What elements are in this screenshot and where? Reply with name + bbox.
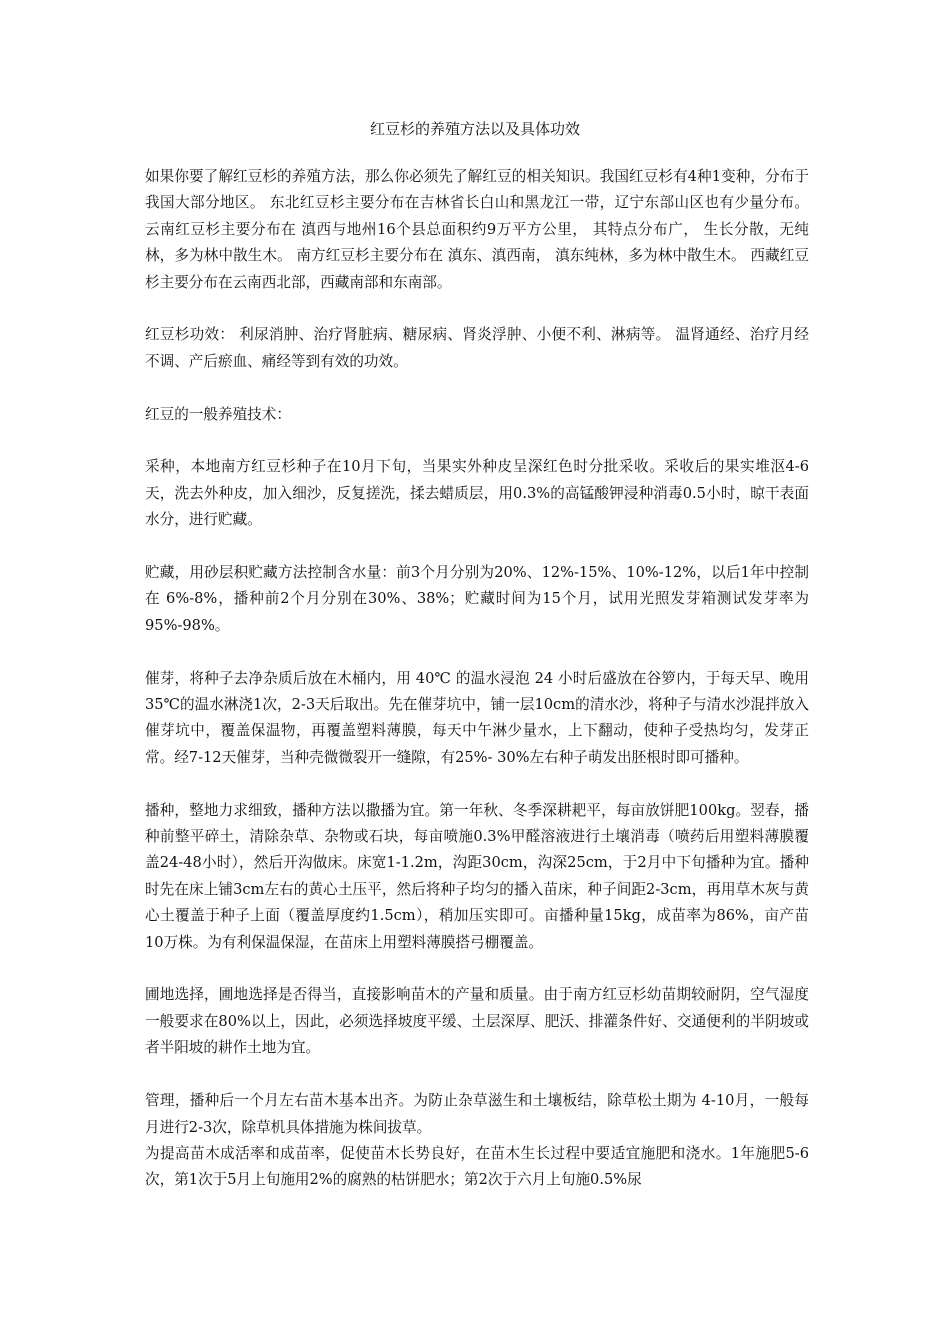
paragraph-germination: 催芽，将种子去净杂质后放在木桶内，用 40℃ 的温水浸泡 24 小时后盛放在谷箩内，于每天早、晚用35℃的温水淋浇1次，2-3天后取出。先在催芽坑中，铺一层10cm的清水沙，将种子与清水沙混拌放入催芽坑中，覆盖保温物，再覆盖塑料薄膜，每天中午淋少量水，上下翻动，使种子受热均匀，发芽正常。经7-12天催芽，当种壳微微裂开一缝隙，有25%- 30%左右种子萌发出胚根时即可播种。 xyxy=(145,669,809,766)
paragraph-section-heading: 红豆的一般养殖技术： xyxy=(145,405,291,423)
paragraph-nursery-site: 圃地选择，圃地选择是否得当，直接影响苗木的产量和质量。由于南方红豆杉幼苗期较耐阴，空气湿度一般要求在80%以上，因此，必须选择坡度平缓、土层深厚、肥沃、排灌条件好、交通便利的半阴坡或者半阳坡的耕作土地为宜。 xyxy=(145,986,809,1057)
paragraph-efficacy: 红豆杉功效： 利尿消肿、治疗肾脏病、糖尿病、肾炎浮肿、小便不利、淋病等。 温肾通经、治疗月经不调、产后瘀血、痛经等到有效的功效。 xyxy=(145,326,809,370)
paragraph-management: 管理，播种后一个月左右苗木基本出齐。为防止杂草滋生和土壤板结，除草松土期为 4-10月，一般每月进行2-3次，除草机具体措施为株间拔草。 xyxy=(145,1092,809,1136)
document-title: 红豆杉的养殖方法以及具体功效 xyxy=(369,120,580,138)
paragraph-fertilizing: 为提高苗木成活率和成苗率，促使苗木长势良好，在苗木生长过程中要适宜施肥和浇水。1年施肥5-6次，第1次于5月上旬施用2%的腐熟的枯饼肥水；第2次于六月上旬施0.5%尿 xyxy=(145,1144,809,1189)
document-body xyxy=(145,164,809,1194)
paragraph-distribution: 如果你要了解红豆杉的养殖方法，那么你必须先了解红豆的相关知识。我国红豆杉有4种1变种，分布于我国大部分地区。 东北红豆杉主要分布在吉林省长白山和黑龙江一带，辽宁东部山区也有少量分布。 云南红豆杉主要分布在 滇西与地州16个县总面积约9万平方公里， 其特点分布广， 生长分散，无纯林，多为林中散生木。 南方红豆杉主要分布在 滇东、滇西南， 滇东纯林，多为林中散生木。 西藏红豆杉主要分布在云南西北部，西藏南部和东南部。 xyxy=(145,168,809,291)
paragraph-sowing: 播种，整地力求细致，播种方法以撒播为宜。第一年秋、冬季深耕耙平，每亩放饼肥100kg。翌春，播种前整平碎土，清除杂草、杂物或石块，每亩喷施0.3%甲醛溶液进行土壤消毒（喷药后用塑料薄膜覆盖24-48小时），然后开沟做床。床宽1-1.2m，沟距30cm，沟深25cm，于2月中下旬播种为宜。播种时先在床上铺3cm左右的黄心土压平，然后将种子均匀的播入苗床，种子间距2-3cm，再用草木灰与黄心土覆盖于种子上面（覆盖厚度约1.5cm），稍加压实即可。亩播种量15kg，成苗率为86%，亩产苗10万株。为有利保温保湿，在苗床上用塑料薄膜搭弓棚覆盖。 xyxy=(145,801,809,951)
paragraph-seed-collection: 采种，本地南方红豆杉种子在10月下旬，当果实外种皮呈深红色时分批采收。采收后的果实堆沤4-6天，洗去外种皮，加入细沙，反复搓洗，揉去蜡质层，用0.3%的高锰酸钾浸种消毒0.5小时，晾干表面水分，进行贮藏。 xyxy=(145,458,809,529)
paragraph-storage: 贮藏，用砂层积贮藏方法控制含水量：前3个月分别为20%、12%-15%、10%-12%，以后1年中控制在 6%-8%，播种前2个月分别在30%、38%；贮藏时间为15个月，试用光照发芽箱测试发芽率为95%-98%。 xyxy=(145,564,809,634)
